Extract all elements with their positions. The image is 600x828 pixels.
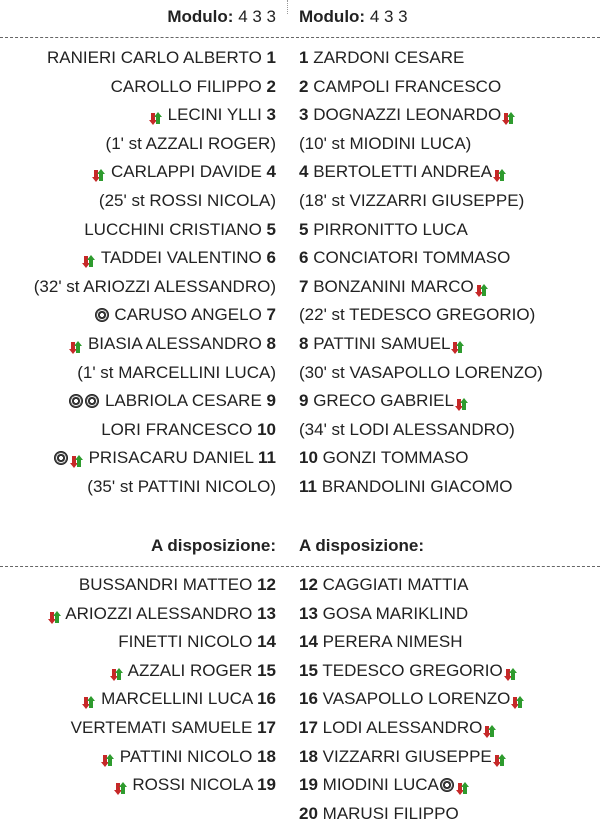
player-number: 11 (258, 448, 276, 468)
away-formation-header (299, 2, 408, 32)
player-number: 19 (299, 775, 318, 795)
player-number: 6 (299, 248, 309, 268)
player-row (34, 44, 276, 73)
player-row (34, 330, 276, 359)
player-name: PRISACARU DANIEL (88, 448, 254, 468)
substitution-note (34, 273, 276, 302)
substitution-note (299, 187, 543, 216)
home-lineup-list (34, 44, 276, 502)
player-row (34, 216, 276, 245)
player-row (47, 771, 277, 800)
player-name: GOSA MARIKLIND (322, 603, 469, 623)
player-row (299, 771, 525, 800)
player-row (47, 600, 277, 629)
player-number: 13 (257, 603, 276, 623)
goal-ball-icon (69, 394, 83, 408)
player-number: 10 (299, 448, 318, 468)
player-name: CAGGIATI MATTIA (322, 575, 469, 594)
player-row (299, 473, 543, 502)
player-number: 7 (266, 305, 276, 325)
player-name: LUCCHINI CRISTIANO (84, 219, 262, 239)
goal-ball-icon (440, 778, 454, 792)
substitution-note (299, 301, 543, 330)
player-row (34, 244, 276, 273)
player-number: 4 (266, 162, 276, 182)
player-name: MARUSI FILIPPO (322, 803, 459, 823)
substitution-text: (22' st TEDESCO GREGORIO) (299, 305, 536, 325)
player-number: 20 (299, 803, 318, 823)
player-name: BRANDOLINI GIACOMO (321, 476, 513, 496)
player-name: PATTINI NICOLO (119, 746, 253, 766)
sub-in-icon (48, 606, 61, 621)
sub-in-icon (114, 777, 127, 792)
player-row (47, 657, 277, 686)
sub-in-icon (483, 720, 496, 735)
player-number: 9 (299, 391, 309, 411)
player-row (299, 330, 543, 359)
player-row (299, 387, 543, 416)
substitution-text: (18' st VIZZARRI GIUSEPPE) (299, 190, 525, 210)
player-row (47, 685, 277, 714)
substitution-note (34, 359, 276, 388)
home-formation-value: 4 3 3 (238, 7, 276, 26)
substitution-note (34, 473, 276, 502)
substitution-note (34, 187, 276, 216)
sub-out-icon (502, 107, 515, 122)
player-row (299, 158, 543, 187)
player-number: 6 (266, 248, 276, 268)
player-row (34, 444, 276, 473)
substitution-text: (25' st ROSSI NICOLA) (98, 190, 276, 210)
player-row (299, 800, 525, 828)
substitution-text: (32' st ARIOZZI ALESSANDRO) (33, 276, 276, 296)
player-name: DOGNAZZI LEONARDO (313, 105, 502, 125)
player-number: 18 (257, 746, 276, 766)
sub-out-icon (70, 450, 83, 465)
player-name: CAMPOLI FRANCESCO (313, 76, 502, 96)
player-row (47, 743, 277, 772)
goal-ball-icon (54, 451, 68, 465)
player-number: 4 (299, 162, 309, 182)
player-name: GONZI TOMMASO (322, 448, 469, 468)
player-name: BIASIA ALESSANDRO (87, 333, 262, 353)
player-row (299, 685, 525, 714)
player-row (34, 158, 276, 187)
player-name: CARLAPPI DAVIDE (110, 162, 262, 182)
away-lineup-list (299, 44, 543, 502)
player-row (299, 743, 525, 772)
player-number: 8 (299, 333, 309, 353)
player-name: AZZALI ROGER (127, 660, 253, 680)
player-number: 1 (299, 48, 309, 67)
player-row (299, 244, 543, 273)
player-name: VASAPOLLO LORENZO (322, 689, 511, 709)
bench-separator (0, 566, 600, 567)
substitution-note (299, 416, 543, 445)
sub-out-icon (455, 393, 468, 408)
player-row (299, 216, 543, 245)
header-separator (0, 37, 600, 38)
player-name: GRECO GABRIEL (313, 391, 454, 411)
player-row (34, 301, 276, 330)
away-formation-label: Modulo: (299, 7, 366, 26)
player-row (299, 657, 525, 686)
player-name: ROSSI NICOLA (132, 775, 253, 795)
player-row (47, 628, 277, 657)
home-bench-list (47, 571, 277, 800)
player-name: ARIOZZI ALESSANDRO (65, 603, 253, 623)
player-row (34, 73, 276, 102)
player-number: 1 (266, 48, 276, 67)
player-number: 19 (257, 775, 276, 795)
substitution-note (299, 130, 543, 159)
player-name: VIZZARRI GIUSEPPE (322, 746, 492, 766)
sub-in-icon (82, 691, 95, 706)
sub-in-icon (101, 749, 114, 764)
substitution-note (299, 359, 543, 388)
player-name: CARUSO ANGELO (114, 305, 262, 325)
player-row (47, 571, 277, 600)
player-number: 2 (266, 76, 276, 96)
sub-out-icon (82, 250, 95, 265)
substitution-note (34, 130, 276, 159)
player-name: VERTEMATI SAMUELE (70, 717, 253, 737)
player-number: 2 (299, 76, 309, 96)
player-name: CONCIATORI TOMMASO (313, 248, 511, 268)
player-name: TADDEI VALENTINO (100, 248, 262, 268)
substitution-text: (30' st VASAPOLLO LORENZO) (299, 362, 543, 382)
away-bench-list (299, 571, 525, 828)
player-row (299, 44, 543, 73)
sub-in-icon (493, 749, 506, 764)
player-row (47, 714, 277, 743)
player-row (299, 571, 525, 600)
sub-out-icon (92, 164, 105, 179)
player-number: 7 (299, 276, 309, 296)
player-name: LECINI YLLI (167, 105, 262, 125)
player-number: 9 (266, 391, 276, 411)
sub-out-icon (149, 107, 162, 122)
home-bench-header: A disposizione: (151, 536, 276, 555)
player-row (299, 101, 543, 130)
player-row (299, 628, 525, 657)
player-number: 18 (299, 746, 318, 766)
player-number: 5 (266, 219, 276, 239)
sub-out-icon (451, 336, 464, 351)
player-name: PIRRONITTO LUCA (313, 219, 468, 239)
player-number: 12 (299, 575, 318, 594)
player-number: 5 (299, 219, 309, 239)
player-name: BUSSANDRI MATTEO (78, 575, 253, 594)
player-row (299, 444, 543, 473)
player-name: PATTINI SAMUEL (313, 333, 451, 353)
player-number: 3 (266, 105, 276, 125)
player-number: 11 (299, 476, 317, 496)
player-name: LABRIOLA CESARE (104, 391, 262, 411)
player-number: 3 (299, 105, 309, 125)
player-name: LODI ALESSANDRO (322, 717, 483, 737)
player-row (299, 600, 525, 629)
player-number: 15 (299, 660, 318, 680)
player-number: 17 (257, 717, 276, 737)
away-bench-header: A disposizione: (299, 536, 424, 555)
sub-in-icon (110, 663, 123, 678)
sub-out-icon (69, 336, 82, 351)
home-formation-label: Modulo: (167, 7, 234, 26)
player-name: TEDESCO GREGORIO (322, 660, 503, 680)
player-name: MIODINI LUCA (322, 775, 439, 795)
substitution-text: (10' st MIODINI LUCA) (299, 133, 472, 153)
substitution-text: (1' st AZZALI ROGER) (105, 133, 276, 153)
player-name: ZARDONI CESARE (313, 48, 465, 67)
player-row (299, 273, 543, 302)
sub-in-icon (511, 691, 524, 706)
player-number: 15 (257, 660, 276, 680)
home-formation-header (167, 2, 276, 32)
sub-in-icon (456, 777, 469, 792)
substitution-text: (34' st LODI ALESSANDRO) (299, 419, 515, 439)
player-name: PERERA NIMESH (322, 632, 463, 652)
substitution-text: (35' st PATTINI NICOLO) (87, 476, 276, 496)
player-row (34, 387, 276, 416)
player-number: 16 (257, 689, 276, 709)
sub-out-icon (493, 164, 506, 179)
player-number: 14 (257, 632, 276, 652)
player-name: CAROLLO FILIPPO (110, 76, 262, 96)
player-name: RANIERI CARLO ALBERTO (47, 48, 262, 67)
player-number: 14 (299, 632, 318, 652)
player-row (34, 101, 276, 130)
player-name: BERTOLETTI ANDREA (313, 162, 493, 182)
player-number: 10 (257, 419, 276, 439)
substitution-text: (1' st MARCELLINI LUCA) (77, 362, 276, 382)
player-name: MARCELLINI LUCA (101, 689, 253, 709)
player-number: 13 (299, 603, 318, 623)
goal-ball-icon (85, 394, 99, 408)
player-name: LORI FRANCESCO (101, 419, 253, 439)
player-row (299, 73, 543, 102)
away-formation-value: 4 3 3 (369, 7, 408, 26)
player-number: 16 (299, 689, 318, 709)
goal-ball-icon (95, 308, 109, 322)
player-name: FINETTI NICOLO (118, 632, 253, 652)
player-row (299, 714, 525, 743)
column-divider (287, 0, 288, 14)
player-number: 12 (257, 575, 276, 594)
sub-in-icon (504, 663, 517, 678)
player-name: BONZANINI MARCO (313, 276, 474, 296)
player-row (34, 416, 276, 445)
player-number: 8 (266, 333, 276, 353)
sub-out-icon (475, 279, 488, 294)
player-number: 17 (299, 717, 318, 737)
